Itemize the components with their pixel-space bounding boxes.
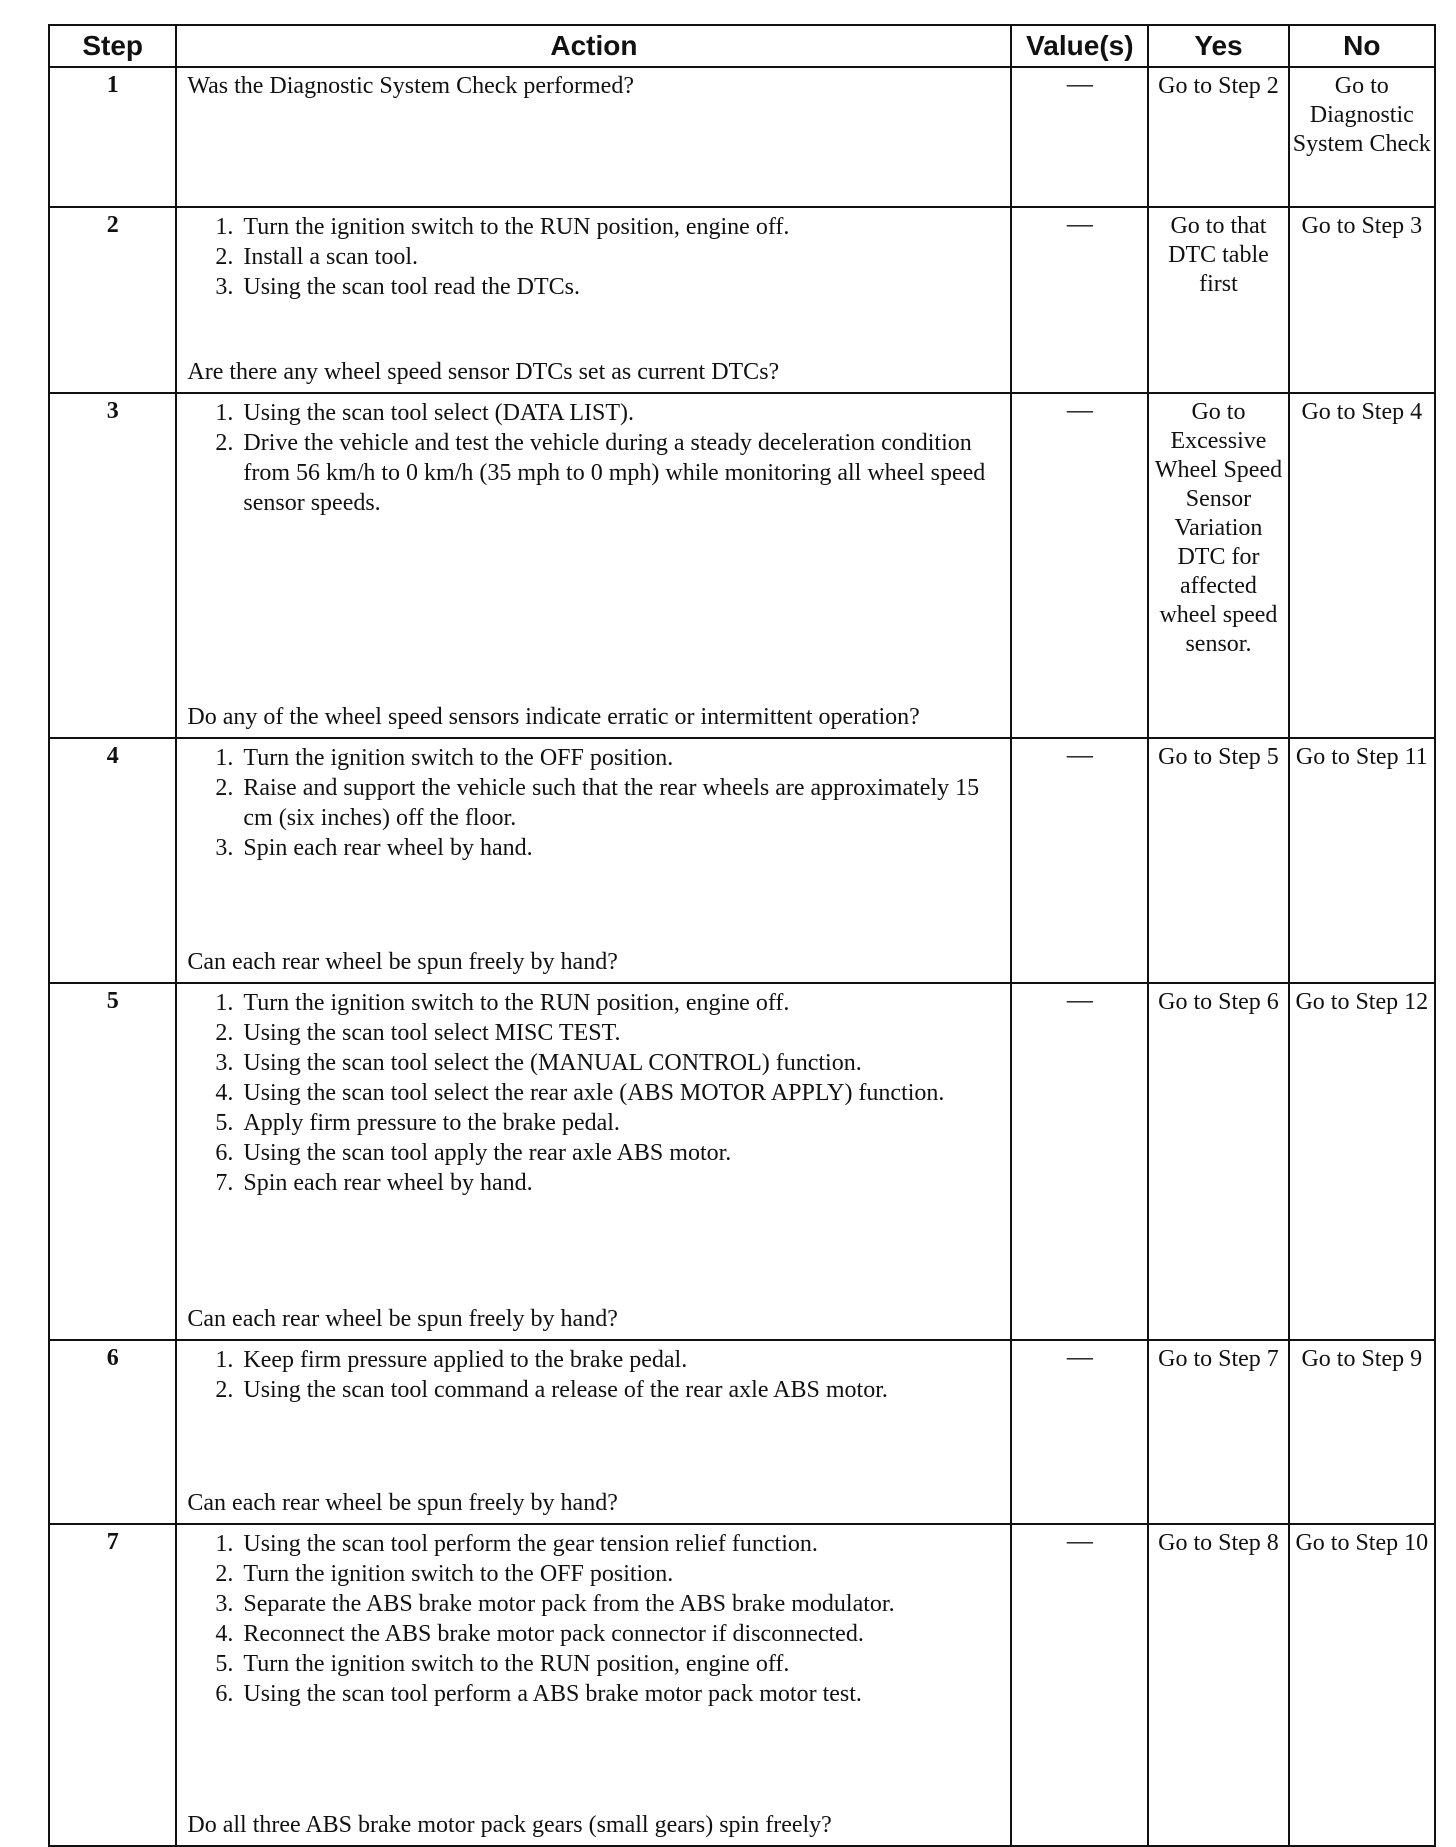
action-step-list <box>187 398 1000 518</box>
action-step-number: 1. <box>215 745 234 771</box>
no-cell: Go to Step 12 <box>1289 983 1435 1340</box>
action-step-item <box>215 1619 1000 1649</box>
action-step-item <box>215 1018 1000 1048</box>
action-step-number: 1. <box>215 990 234 1016</box>
action-cell <box>176 1524 1011 1846</box>
action-step-list <box>187 743 1000 863</box>
action-step-text: Using the scan tool select the rear axle (ABS MOTOR APPLY) function. <box>243 1080 945 1106</box>
action-step-text: Turn the ignition switch to the OFF position. <box>243 745 674 771</box>
header-values: Value(s) <box>1011 25 1148 67</box>
action-step-item <box>215 242 1000 272</box>
action-step-text: Using the scan tool select (DATA LIST). <box>243 400 635 426</box>
action-question: Do all three ABS brake motor pack gears (small gears) spin freely? <box>187 1812 832 1838</box>
table-row <box>49 393 1435 738</box>
yes-cell: Go to Step 8 <box>1148 1524 1288 1846</box>
action-step-number: 4. <box>215 1080 234 1106</box>
step-number: 3 <box>49 393 176 738</box>
action-step-text: Spin each rear wheel by hand. <box>243 835 533 861</box>
action-step-list <box>187 1529 1000 1709</box>
action-step-number: 6. <box>215 1140 234 1166</box>
yes-cell: Go to Step 6 <box>1148 983 1288 1340</box>
action-content <box>187 988 1000 1333</box>
action-step-number: 5. <box>215 1651 234 1677</box>
action-step-text: Turn the ignition switch to the RUN position, engine off. <box>243 1651 790 1677</box>
table-header-row <box>49 25 1435 67</box>
value-cell: — <box>1011 393 1148 738</box>
action-step-item <box>215 1559 1000 1589</box>
action-step-item <box>215 212 1000 242</box>
yes-cell: Go to Step 7 <box>1148 1340 1288 1524</box>
action-step-number: 2. <box>215 244 234 270</box>
action-step-list <box>187 988 1000 1198</box>
action-step-number: 7. <box>215 1170 234 1196</box>
action-question: Can each rear wheel be spun freely by hand? <box>187 1490 618 1516</box>
action-step-number: 2. <box>215 1561 234 1587</box>
action-content <box>187 398 1000 731</box>
action-step-number: 6. <box>215 1681 234 1707</box>
value-cell: — <box>1011 1524 1148 1846</box>
action-step-text: Turn the ignition switch to the RUN position, engine off. <box>243 990 790 1016</box>
header-action: Action <box>176 25 1011 67</box>
table-row <box>49 207 1435 393</box>
yes-cell: Go to Step 5 <box>1148 738 1288 983</box>
action-step-number: 4. <box>215 1621 234 1647</box>
no-cell: Go to Step 9 <box>1289 1340 1435 1524</box>
table-body <box>49 67 1435 1846</box>
action-step-text: Using the scan tool command a release of the rear axle ABS motor. <box>243 1377 888 1403</box>
action-step-item <box>215 1108 1000 1138</box>
action-step-item <box>215 1078 1000 1108</box>
action-step-text: Spin each rear wheel by hand. <box>243 1170 533 1196</box>
action-step-text: Using the scan tool select MISC TEST. <box>243 1020 621 1046</box>
action-step-text: Turn the ignition switch to the RUN position, engine off. <box>243 214 790 240</box>
yes-cell: Go to Step 2 <box>1148 67 1288 207</box>
action-step-item <box>215 1375 1000 1405</box>
no-cell: Go to Step 11 <box>1289 738 1435 983</box>
table-row <box>49 1340 1435 1524</box>
action-question: Are there any wheel speed sensor DTCs set as current DTCs? <box>187 359 780 385</box>
table-row <box>49 67 1435 207</box>
action-content <box>187 212 1000 386</box>
action-step-number: 3. <box>215 835 234 861</box>
action-step-list <box>187 1345 1000 1405</box>
action-step-number: 3. <box>215 1591 234 1617</box>
value-cell: — <box>1011 738 1148 983</box>
action-step-number: 1. <box>215 214 234 240</box>
yes-cell: Go to Excessive Wheel Speed Sensor Variation DTC for affected wheel speed sensor. <box>1148 393 1288 738</box>
action-cell <box>176 393 1011 738</box>
action-step-number: 2. <box>215 430 234 456</box>
action-step-text: Keep firm pressure applied to the brake pedal. <box>243 1347 688 1373</box>
no-cell: Go to Step 4 <box>1289 393 1435 738</box>
action-step-text: Install a scan tool. <box>243 244 418 270</box>
action-cell <box>176 1340 1011 1524</box>
table-row <box>49 1524 1435 1846</box>
action-step-number: 5. <box>215 1110 234 1136</box>
action-step-text: Using the scan tool perform a ABS brake motor pack motor test. <box>243 1681 862 1707</box>
step-number: 1 <box>49 67 176 207</box>
value-cell: — <box>1011 983 1148 1340</box>
action-step-text: Using the scan tool apply the rear axle ABS motor. <box>243 1140 732 1166</box>
action-question: Do any of the wheel speed sensors indicate erratic or intermittent operation? <box>187 704 920 730</box>
action-cell <box>176 738 1011 983</box>
step-number: 2 <box>49 207 176 393</box>
action-content <box>187 1345 1000 1517</box>
action-content <box>187 1529 1000 1839</box>
action-step-text: Raise and support the vehicle such that the rear wheels are approximately 15 cm (six inches) off the floor. <box>243 775 980 831</box>
step-number: 6 <box>49 1340 176 1524</box>
action-step-item <box>215 428 1000 518</box>
action-step-item <box>215 1649 1000 1679</box>
table-row <box>49 738 1435 983</box>
action-step-text: Separate the ABS brake motor pack from the ABS brake modulator. <box>243 1591 895 1617</box>
action-step-number: 1. <box>215 1531 234 1557</box>
header-step: Step <box>49 25 176 67</box>
table-row <box>49 983 1435 1340</box>
action-step-text: Using the scan tool read the DTCs. <box>243 274 580 300</box>
action-cell <box>176 207 1011 393</box>
action-cell <box>176 67 1011 207</box>
action-step-item <box>215 1168 1000 1198</box>
yes-cell: Go to that DTC table first <box>1148 207 1288 393</box>
action-step-number: 2. <box>215 1377 234 1403</box>
no-cell: Go to Step 10 <box>1289 1524 1435 1846</box>
step-number: 4 <box>49 738 176 983</box>
action-question: Can each rear wheel be spun freely by hand? <box>187 1306 618 1332</box>
action-cell <box>176 983 1011 1340</box>
no-cell: Go to Diagnostic System Check <box>1289 67 1435 207</box>
action-step-item <box>215 1529 1000 1559</box>
action-step-text: Turn the ignition switch to the OFF position. <box>243 1561 674 1587</box>
action-step-number: 1. <box>215 400 234 426</box>
action-step-number: 2. <box>215 775 234 801</box>
action-step-item <box>215 988 1000 1018</box>
value-cell: — <box>1011 1340 1148 1524</box>
action-step-item <box>215 1345 1000 1375</box>
action-step-text: Reconnect the ABS brake motor pack connector if disconnected. <box>243 1621 864 1647</box>
action-step-item <box>215 1048 1000 1078</box>
action-step-item <box>215 833 1000 863</box>
header-no: No <box>1289 25 1435 67</box>
action-content <box>187 72 1000 200</box>
action-step-item <box>215 1589 1000 1619</box>
action-step-item <box>215 743 1000 773</box>
action-step-text: Using the scan tool perform the gear tension relief function. <box>243 1531 818 1557</box>
value-cell: — <box>1011 207 1148 393</box>
step-number: 5 <box>49 983 176 1340</box>
header-yes: Yes <box>1148 25 1288 67</box>
action-step-number: 3. <box>215 274 234 300</box>
action-step-item <box>215 1679 1000 1709</box>
action-question: Can each rear wheel be spun freely by hand? <box>187 949 618 975</box>
action-step-number: 3. <box>215 1050 234 1076</box>
diagnostic-table <box>48 24 1436 1847</box>
action-question: Was the Diagnostic System Check performed? <box>187 73 634 99</box>
action-step-text: Drive the vehicle and test the vehicle during a steady deceleration condition from 56 km/h to 0 km/h (35 mph to 0 mph) while monitoring all wheel speed sensor speeds. <box>243 430 986 516</box>
action-step-text: Apply firm pressure to the brake pedal. <box>243 1110 620 1136</box>
action-content <box>187 743 1000 976</box>
no-cell: Go to Step 3 <box>1289 207 1435 393</box>
action-step-item <box>215 773 1000 833</box>
action-step-list <box>187 212 1000 302</box>
action-step-item <box>215 398 1000 428</box>
action-step-item <box>215 1138 1000 1168</box>
action-step-text: Using the scan tool select the (MANUAL CONTROL) function. <box>243 1050 862 1076</box>
action-step-item <box>215 272 1000 302</box>
action-step-number: 1. <box>215 1347 234 1373</box>
step-number: 7 <box>49 1524 176 1846</box>
value-cell: — <box>1011 67 1148 207</box>
action-step-number: 2. <box>215 1020 234 1046</box>
